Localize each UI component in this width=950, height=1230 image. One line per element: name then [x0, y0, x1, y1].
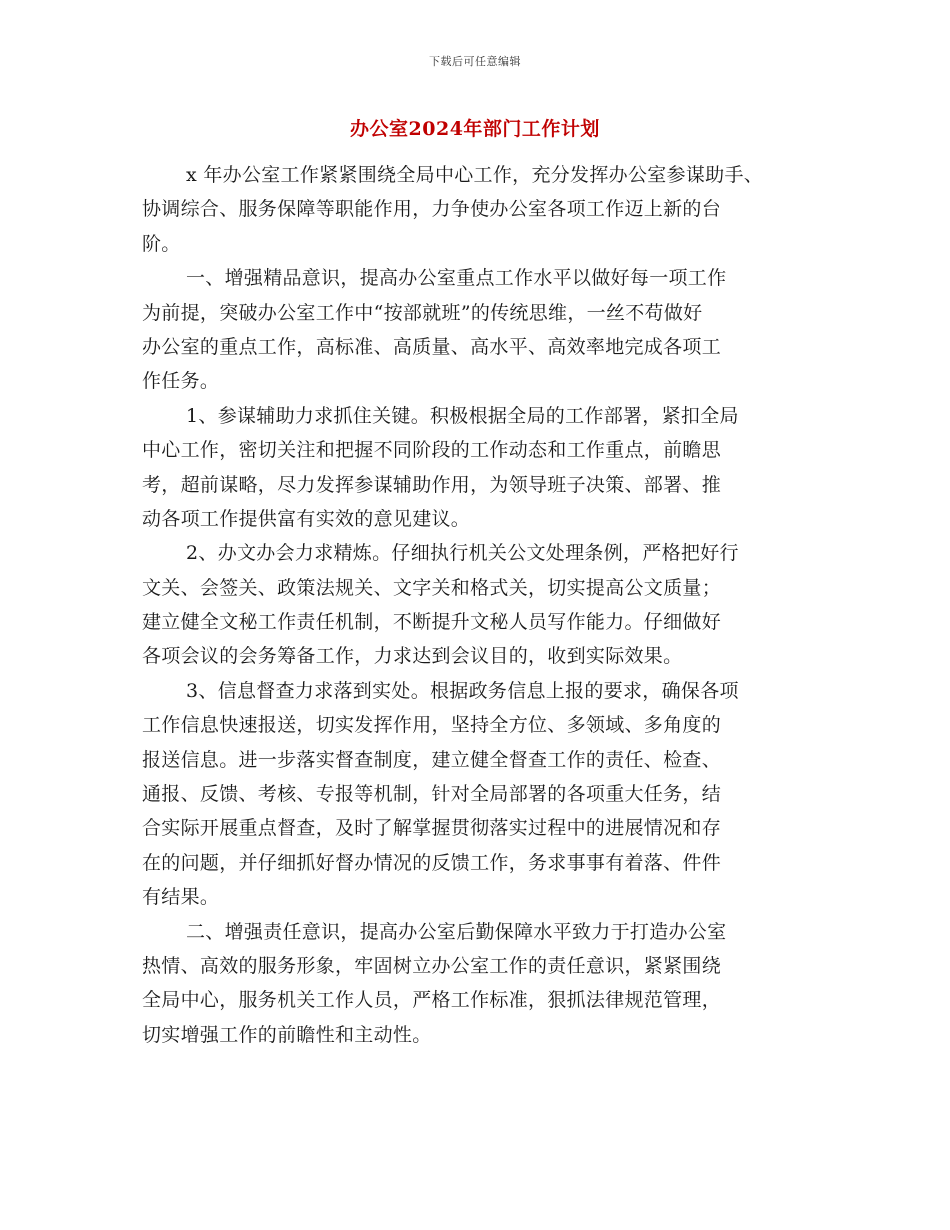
text-line: 报送信息。进一步落实督查制度，建立健全督查工作的责任、检查、: [142, 748, 722, 771]
document-body: [142, 158, 832, 1052]
text-line: 通报、反馈、考核、专报等机制，针对全局部署的各项重大任务，结: [142, 783, 722, 806]
text-line: 阶。: [142, 232, 181, 255]
text-line: 考，超前谋略，尽力发挥参谋辅助作用，为领导班子决策、部署、推: [142, 473, 722, 496]
text-line: 各项会议的会务筹备工作，力求达到会议目的，收到实际效果。: [142, 645, 683, 668]
paragraph-item-2: [142, 536, 832, 674]
text-line: x 年办公室工作紧紧围绕全局中心工作，充分发挥办公室参谋助手、: [186, 164, 764, 186]
document-title: 办公室2024年部门工作计划: [350, 118, 600, 140]
paragraph-section-1: [142, 261, 832, 399]
text-line: 在的问题，并仔细抓好督办情况的反馈工作，务求事事有着落、件件: [142, 851, 722, 874]
text-line: 工作信息快速报送，切实发挥作用，坚持全方位、多领域、多角度的: [142, 714, 722, 737]
text-line: 1、参谋辅助力求抓住关键。积极根据全局的工作部署，紧扣全局: [186, 404, 739, 427]
text-line: 建立健全文秘工作责任机制，不断提升文秘人员写作能力。仔细做好: [142, 611, 722, 634]
header-note: 下载后可任意编辑: [429, 55, 521, 68]
text-line: 全局中心，服务机关工作人员，严格工作标准，狠抓法律规范管理，: [142, 989, 722, 1012]
text-line: 热情、高效的服务形象，牢固树立办公室工作的责任意识，紧紧围绕: [142, 954, 722, 977]
text-line: 一、增强精品意识，提高办公室重点工作水平以做好每一项工作: [186, 267, 727, 290]
text-line: 二、增强责任意识，提高办公室后勤保障水平致力于打造办公室: [186, 920, 727, 943]
text-line: 为前提，突破办公室工作中“按部就班”的传统思维，一丝不苟做好: [142, 301, 703, 324]
paragraph-section-2: [142, 915, 832, 1053]
text-line: 3、信息督查力求落到实处。根据政务信息上报的要求，确保各项: [186, 679, 739, 702]
paragraph-item-1: [142, 399, 832, 537]
text-line: 合实际开展重点督查，及时了解掌握贯彻落实过程中的进展情况和存: [142, 817, 722, 840]
text-line: 中心工作，密切关注和把握不同阶段的工作动态和工作重点，前瞻思: [142, 439, 722, 462]
text-line: 作任务。: [142, 370, 220, 393]
text-line: 有结果。: [142, 886, 220, 909]
text-line: 文关、会签关、政策法规关、文字关和格式关，切实提高公文质量；: [142, 576, 722, 599]
paragraph-intro: [142, 158, 832, 261]
text-line: 办公室的重点工作，高标准、高质量、高水平、高效率地完成各项工: [142, 335, 722, 358]
paragraph-item-3: [142, 674, 832, 915]
text-line: 动各项工作提供富有实效的意见建议。: [142, 507, 471, 530]
text-line: 协调综合、服务保障等职能作用，力争使办公室各项工作迈上新的台: [142, 198, 722, 221]
text-line: 2、办文办会力求精炼。仔细执行机关公文处理条例，严格把好行: [186, 542, 739, 565]
text-line: 切实增强工作的前瞻性和主动性。: [142, 1023, 432, 1046]
